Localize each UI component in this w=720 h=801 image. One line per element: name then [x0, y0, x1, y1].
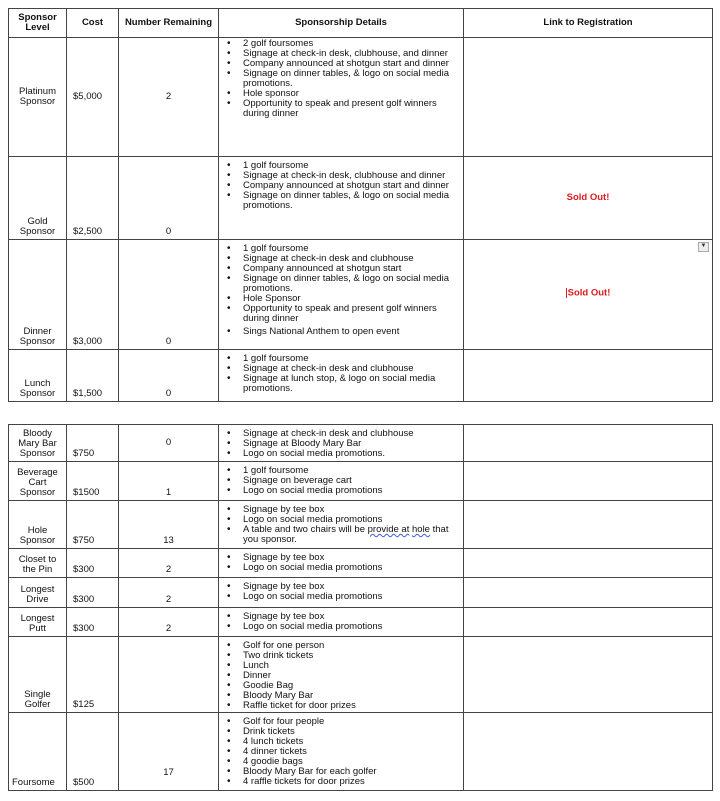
cost-cell: $300: [67, 549, 119, 578]
remaining-cell: 1: [119, 462, 219, 501]
header-number-remaining: Number Remaining: [119, 9, 219, 38]
details-list: [221, 161, 461, 211]
registration-link-cell[interactable]: [464, 578, 713, 608]
cost-cell: $3,000: [67, 240, 119, 350]
registration-link-cell[interactable]: [464, 462, 713, 501]
list-item: • Signage at check-in desk, clubhouse and dinner: [243, 171, 461, 181]
registration-link-cell[interactable]: [464, 608, 713, 637]
details-cell: [219, 549, 464, 578]
list-item: • Logo on social media promotions: [243, 592, 461, 602]
list-item: • Signage by tee box: [243, 582, 461, 592]
remaining-cell: 2: [119, 38, 219, 157]
details-list: [221, 505, 461, 545]
table-row: [9, 549, 713, 578]
list-item: • Signage at check-in desk and clubhouse: [243, 429, 461, 439]
details-list: [221, 244, 461, 337]
details-list: [221, 429, 461, 459]
table-row: [9, 240, 713, 350]
registration-link-cell[interactable]: [464, 240, 713, 350]
header-sponsorship-details: Sponsorship Details: [219, 9, 464, 38]
cost-cell: $500: [67, 713, 119, 791]
sponsor-level-cell: Closet to the Pin: [9, 549, 67, 578]
sponsorship-table-1: [8, 8, 713, 402]
list-item: • Bloody Mary Bar for each golfer: [243, 767, 461, 777]
list-item: • Company announced at shotgun start: [243, 264, 461, 274]
details-cell: [219, 38, 464, 157]
cost-cell: $750: [67, 425, 119, 462]
list-item: • 4 raffle tickets for door prizes: [243, 777, 461, 787]
table-row: [9, 425, 713, 462]
list-item: • Signage at Bloody Mary Bar: [243, 439, 461, 449]
details-list: [221, 612, 461, 632]
list-item: • Drink tickets: [243, 727, 461, 737]
details-cell: [219, 350, 464, 402]
list-item: • Signage by tee box: [243, 553, 461, 563]
grammar-underlined-text: provide at: [367, 524, 410, 535]
sponsor-level-cell: Lunch Sponsor: [9, 350, 67, 402]
text-segment: that you sponsor.: [243, 524, 449, 545]
list-item: • Opportunity to speak and present golf winners during dinner: [243, 304, 461, 324]
list-item: • Logo on social media promotions: [243, 563, 461, 573]
remaining-cell: [119, 637, 219, 713]
list-item: • 1 golf foursome: [243, 466, 461, 476]
details-list: [221, 641, 461, 711]
table-row: [9, 350, 713, 402]
registration-link-cell[interactable]: [464, 425, 713, 462]
remaining-cell: 0: [119, 350, 219, 402]
sponsorship-table-2: [8, 424, 713, 791]
details-list: [221, 582, 461, 602]
sponsor-level-cell: Bloody Mary Bar Sponsor: [9, 425, 67, 462]
registration-link-cell[interactable]: [464, 501, 713, 549]
details-cell: [219, 157, 464, 240]
sold-out-label: Sold Out!: [567, 287, 611, 299]
details-list: [221, 717, 461, 787]
list-item: • Company announced at shotgun start and dinner: [243, 59, 461, 69]
registration-link-cell[interactable]: [464, 38, 713, 157]
details-cell: [219, 608, 464, 637]
list-item: • Logo on social media promotions: [243, 515, 461, 525]
list-item: • Signage on dinner tables, & logo on social media promotions.: [243, 69, 461, 89]
remaining-cell: 13: [119, 501, 219, 549]
list-item: • Signage by tee box: [243, 505, 461, 515]
text-cursor: [566, 288, 567, 298]
list-item: • Logo on social media promotions: [243, 486, 461, 496]
list-item: • Signage at check-in desk and clubhouse: [243, 254, 461, 264]
details-list: [221, 466, 461, 496]
sponsor-level-cell: Longest Putt: [9, 608, 67, 637]
list-item: • Two drink tickets: [243, 651, 461, 661]
list-item: • Signage at check-in desk and clubhouse: [243, 364, 461, 374]
list-item: • Signage on dinner tables, & logo on social media promotions.: [243, 191, 461, 211]
remaining-cell: 0: [119, 157, 219, 240]
remaining-cell: 2: [119, 608, 219, 637]
details-list: [221, 553, 461, 573]
sold-out-label: Sold Out!: [566, 192, 610, 203]
sponsor-level-cell: Beverage Cart Sponsor: [9, 462, 67, 501]
list-item: • 4 goodie bags: [243, 757, 461, 767]
table-row: [9, 462, 713, 501]
table-row: [9, 578, 713, 608]
registration-link-cell[interactable]: [464, 713, 713, 791]
list-item: • Signage by tee box: [243, 612, 461, 622]
details-cell: [219, 501, 464, 549]
cost-cell: $300: [67, 608, 119, 637]
sponsor-level-cell: Dinner Sponsor: [9, 240, 67, 350]
list-item: • 2 golf foursomes: [243, 39, 461, 49]
details-list: [221, 39, 461, 119]
table-row: [9, 637, 713, 713]
registration-link-cell[interactable]: [464, 549, 713, 578]
header-cost: Cost: [67, 9, 119, 38]
table-row: [9, 38, 713, 157]
registration-link-cell[interactable]: [464, 157, 713, 240]
list-item: • Logo on social media promotions.: [243, 449, 461, 459]
list-item: • Company announced at shotgun start and dinner: [243, 181, 461, 191]
list-item: • 1 golf foursome: [243, 354, 461, 364]
list-item: • Signage on dinner tables, & logo on social media promotions.: [243, 274, 461, 294]
text-segment: A table and two chairs will be: [243, 524, 368, 535]
list-item: • Raffle ticket for door prizes: [243, 701, 461, 711]
table-row: [9, 713, 713, 791]
list-item: • Goodie Bag: [243, 681, 461, 691]
list-item: • 4 dinner tickets: [243, 747, 461, 757]
list-item: • Signage at check-in desk, clubhouse, and dinner: [243, 49, 461, 59]
list-item: • Sings National Anthem to open event: [243, 327, 461, 337]
list-item: • Logo on social media promotions: [243, 622, 461, 632]
list-item: • 1 golf foursome: [243, 244, 461, 254]
registration-link-cell[interactable]: [464, 350, 713, 402]
details-cell: [219, 425, 464, 462]
table-row: [9, 501, 713, 549]
list-item: • 4 lunch tickets: [243, 737, 461, 747]
list-item: • Lunch: [243, 661, 461, 671]
list-item: • Signage on beverage cart: [243, 476, 461, 486]
list-item: • Golf for one person: [243, 641, 461, 651]
grammar-underlined-text: hole: [412, 524, 430, 535]
details-cell: [219, 462, 464, 501]
list-item: • Hole Sponsor: [243, 294, 461, 304]
list-item: • Dinner: [243, 671, 461, 681]
details-cell: [219, 713, 464, 791]
sponsor-level-cell: Platinum Sponsor: [9, 38, 67, 157]
header-link-to-registration: Link to Registration: [464, 9, 713, 38]
details-cell: [219, 240, 464, 350]
list-item: • 1 golf foursome: [243, 161, 461, 171]
cost-cell: $1,500: [67, 350, 119, 402]
details-list: [221, 354, 461, 394]
sponsor-level-cell: Gold Sponsor: [9, 157, 67, 240]
header-row: [9, 9, 713, 38]
header-sponsor-level: Sponsor Level: [9, 9, 67, 38]
remaining-cell: 17: [119, 713, 219, 791]
remaining-cell: 0: [119, 240, 219, 350]
table-row: [9, 608, 713, 637]
table-row: [9, 157, 713, 240]
cost-cell: $125: [67, 637, 119, 713]
cost-cell: $300: [67, 578, 119, 608]
cost-cell: $5,000: [67, 38, 119, 157]
list-item: • Opportunity to speak and present golf winners during dinner: [243, 99, 461, 119]
list-item: • Signage at lunch stop, & logo on social media promotions.: [243, 374, 461, 394]
sponsor-level-cell: Single Golfer: [9, 637, 67, 713]
list-item: • Hole sponsor: [243, 89, 461, 99]
list-item: • Bloody Mary Bar: [243, 691, 461, 701]
list-item: [243, 525, 461, 545]
sponsor-level-cell: Hole Sponsor: [9, 501, 67, 549]
registration-link-cell[interactable]: [464, 637, 713, 713]
list-item: • Golf for four people: [243, 717, 461, 727]
details-cell: [219, 578, 464, 608]
sponsor-level-cell: Foursome: [9, 713, 67, 791]
details-cell: [219, 637, 464, 713]
remaining-cell: 2: [119, 578, 219, 608]
sponsor-level-cell: Longest Drive: [9, 578, 67, 608]
cost-cell: $1500: [67, 462, 119, 501]
cost-cell: $750: [67, 501, 119, 549]
remaining-cell: 0: [119, 425, 219, 462]
dropdown-arrow-icon[interactable]: ▼: [698, 242, 709, 252]
remaining-cell: 2: [119, 549, 219, 578]
cost-cell: $2,500: [67, 157, 119, 240]
